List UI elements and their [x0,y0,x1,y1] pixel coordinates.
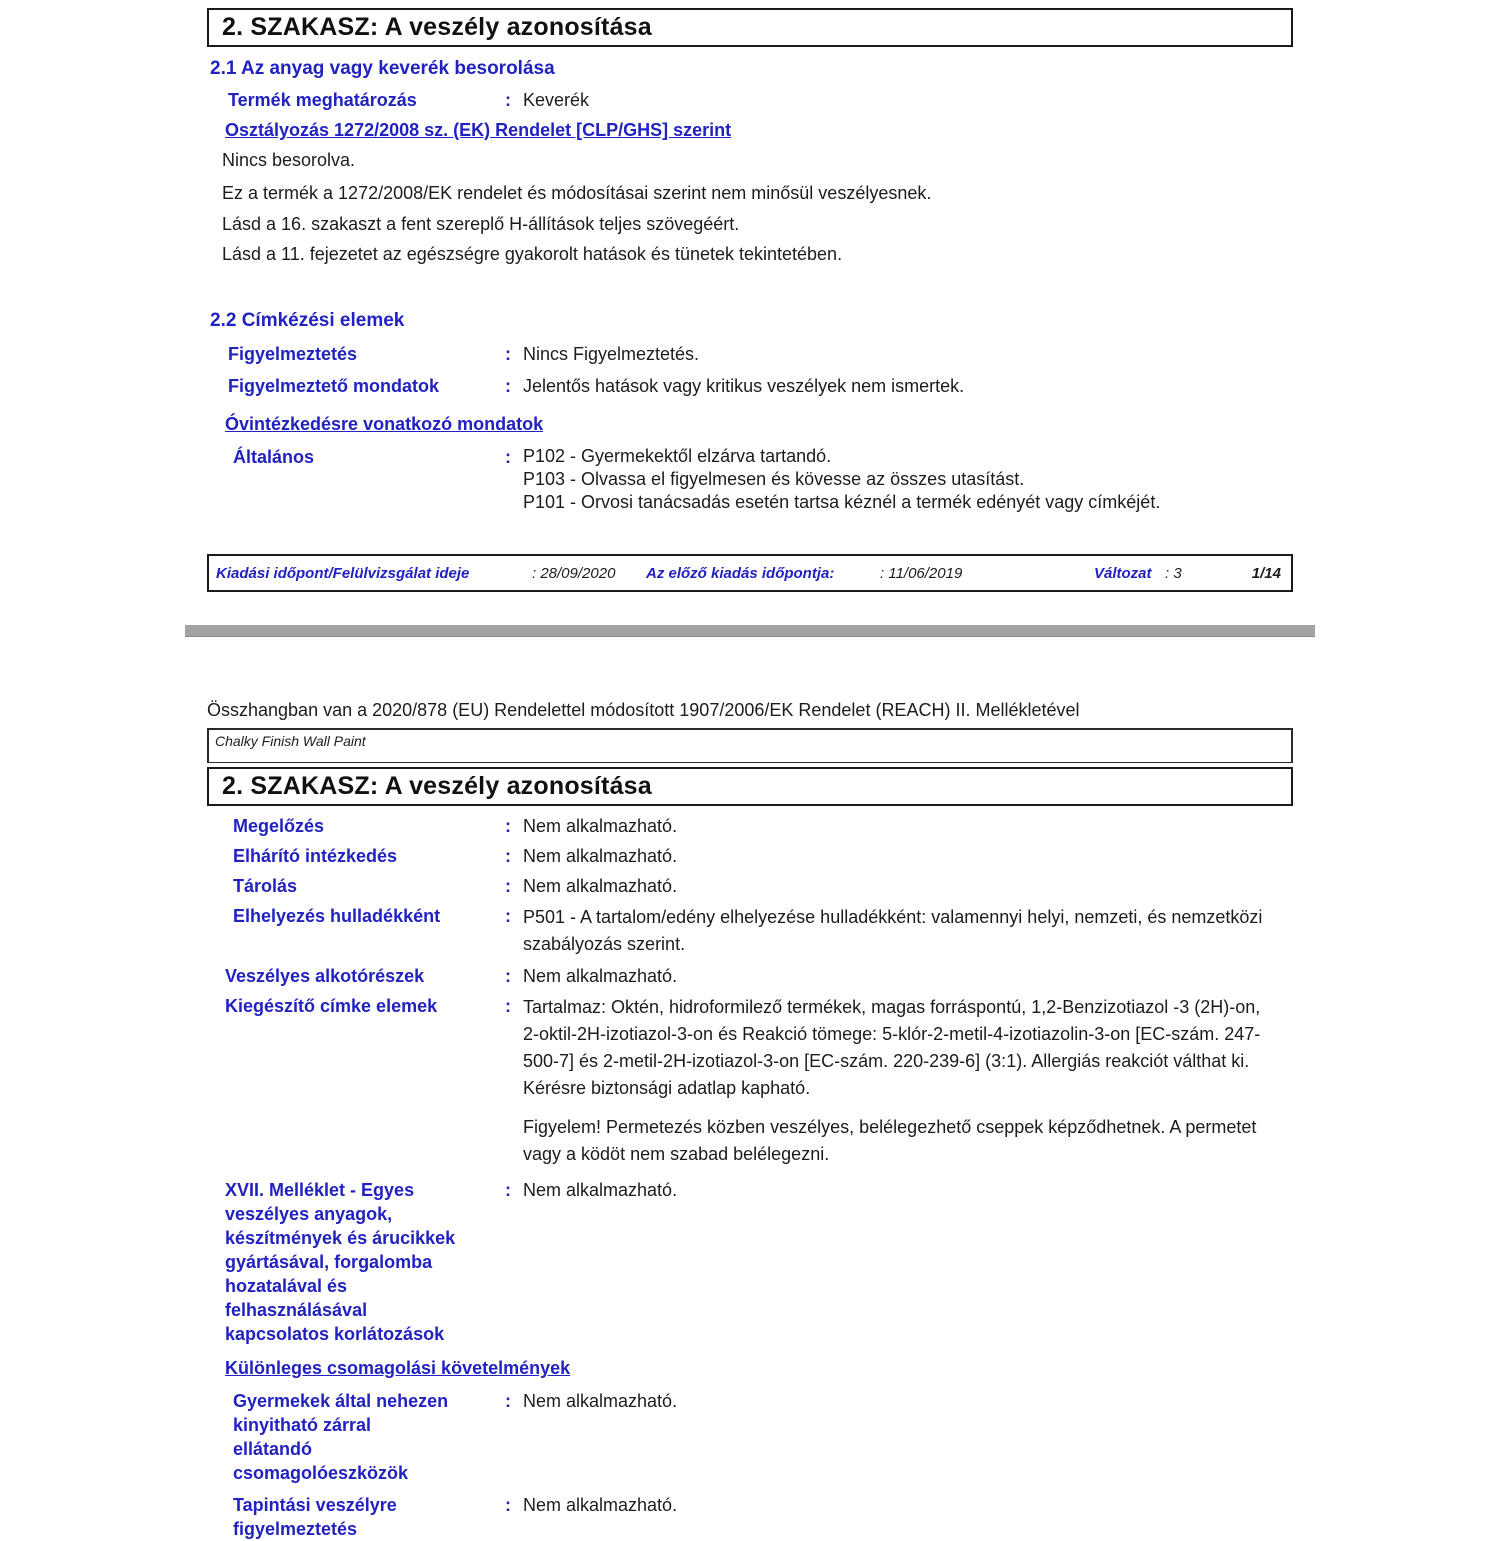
paragraph-see-section16: Lásd a 16. szakaszt a fent szereplő H-állítások teljes szövegéért. [222,214,740,234]
paragraph-not-hazardous: Ez a termék a 1272/2008/EK rendelet és módosításai szerint nem minősül veszélyesnek. [222,183,932,203]
row-label: Általános [233,447,315,467]
supplemental-label-row [207,994,1293,1168]
child-resistant-row [207,1389,1293,1485]
tactile-warning-row [207,1493,1293,1541]
previous-issue-label: Az előző kiadás időpontja: [646,565,835,582]
p-statement-p103: P103 - Olvassa el figyelmesen és kövesse az összes utasítást. [523,469,1025,489]
subsection-2-1-heading: 2.1 Az anyag vagy keverék besorolása [210,58,555,79]
section-title: 2. SZAKASZ: A veszély azonosítása [222,13,652,41]
label-line: készítmények és árucikkek [225,1228,456,1248]
issue-date-value: : 28/09/2020 [532,565,616,582]
row-value: Nem alkalmazható. [523,1495,678,1515]
label-line: XVII. Melléklet - Egyes [225,1180,415,1200]
colon-separator: : [505,906,511,926]
paragraph-not-classified: Nincs besorolva. [222,150,356,170]
storage-row [207,874,1293,898]
colon-separator: : [505,1495,511,1515]
label-line: felhasználásával [225,1300,368,1320]
row-label: Tárolás [233,876,298,896]
hazard-statements-row [207,374,1293,398]
row-label: Veszélyes alkotórészek [225,966,425,986]
label-line: Tapintási veszélyre [233,1495,397,1515]
previous-issue-value: : 11/06/2019 [880,565,963,582]
row-label [233,1389,505,1485]
row-value: Nem alkalmazható. [523,846,678,866]
label-line: csomagolóeszközök [233,1463,409,1483]
section-header-box [207,767,1293,806]
compliance-statement: Összhangban van a 2020/878 (EU) Rendelettel módosított 1907/2006/EK Rendelet (REACH) II. Mellékletével [207,700,1080,720]
label-line: Gyermekek által nehezen [233,1391,449,1411]
colon-separator: : [505,447,511,467]
p-statement-p101: P101 - Orvosi tanácsadás esetén tartsa kéznél a termék edényét vagy címkéjét. [523,492,1161,512]
colon-separator: : [505,846,511,866]
p-statement-p102: P102 - Gyermekektől elzárva tartandó. [523,446,832,466]
colon-separator: : [505,344,511,364]
prevention-row [207,814,1293,838]
row-value: Nem alkalmazható. [523,1391,678,1411]
classification-heading: Osztályozás 1272/2008 sz. (EK) Rendelet [CLP/GHS] szerint [225,120,732,140]
disposal-text: P501 - A tartalom/edény elhelyezése hulladékként: valamennyi helyi, nemzeti, és nemzetközi szabályozás szerint. [523,907,1263,954]
row-label [225,1178,505,1346]
row-value: Nem alkalmazható. [523,816,678,836]
document-content [207,8,1293,1541]
product-definition-row [207,88,1293,112]
product-name-box [207,728,1293,763]
paragraph-see-section11: Lásd a 11. fejezetet az egészségre gyakorolt hatások és tünetek tekintetében. [222,244,843,264]
hazardous-ingredients-row [207,964,1293,988]
row-label [233,1493,505,1541]
sds-document [0,8,1500,1539]
row-value: Nincs Figyelmeztetés. [523,344,700,364]
signal-word-row [207,342,1293,366]
label-line: kinyitható zárral [233,1415,372,1435]
response-row [207,844,1293,868]
row-value: Keverék [523,90,590,110]
label-line: kapcsolatos korlátozások [225,1324,445,1344]
row-value [523,904,1263,958]
row-label: Elhelyezés hulladékként [233,906,441,926]
colon-separator: : [505,996,511,1016]
row-value [523,994,1263,1168]
colon-separator: : [505,876,511,896]
product-name: Chalky Finish Wall Paint [215,733,366,749]
row-label: Figyelmeztető mondatok [228,376,440,396]
label-line: ellátandó [233,1439,313,1459]
annex-xvii-row [207,1178,1293,1346]
row-value: Nem alkalmazható. [523,876,678,896]
general-precautions-row [207,445,1293,514]
row-label: Megelőzés [233,816,325,836]
label-line: figyelmeztetés [233,1519,358,1539]
label-line: hozatalával és [225,1276,348,1296]
contains-statement: Tartalmaz: Oktén, hidroformilező termékek, magas forráspontú, 1,2-Benzizotiazol -3 (2H)-on, 2-oktil-2H-izotiazol-3-on és Reakció tömege: 5-klór-2-metil-4-izotiazolin-3-on [EC-szám. 247-500-7] és 2-metil-2H-izotiazol-3-on [EC-szám. 220-239-6] (3:1). Allergiás reakciót válthat ki. Kérésre biztonsági adatlap kapható. [523,997,1261,1098]
page-number: 1/14 [1251,565,1281,582]
page-footer-box [207,554,1293,592]
disposal-row [207,904,1293,958]
colon-separator: : [505,966,511,986]
row-label: Figyelmeztetés [228,344,358,364]
version-value: : 3 [1165,565,1182,582]
colon-separator: : [505,376,511,396]
section-title: 2. SZAKASZ: A veszély azonosítása [222,772,652,800]
row-value: Nem alkalmazható. [523,966,678,986]
row-value: Jelentős hatások vagy kritikus veszélyek nem ismertek. [523,376,965,396]
spray-warning: Figyelem! Permetezés közben veszélyes, belélegezhető cseppek képződhetnek. A permetet vagy a ködöt nem szabad belélegezni. [523,1117,1257,1164]
row-label: Termék meghatározás [228,90,417,110]
page-divider-bar [185,625,1315,637]
precaution-heading: Óvintézkedésre vonatkozó mondatok [225,414,544,434]
version-label: Változat [1094,565,1152,582]
label-line: veszélyes anyagok, [225,1204,393,1224]
colon-separator: : [505,1180,511,1200]
colon-separator: : [505,1391,511,1411]
row-value [523,445,1263,514]
colon-separator: : [505,816,511,836]
label-line: gyártásával, forgalomba [225,1252,433,1272]
subsection-2-2-heading: 2.2 Címkézési elemek [210,310,405,331]
issue-date-label: Kiadási időpont/Felülvizsgálat ideje [216,565,470,582]
packaging-requirements-heading: Különleges csomagolási követelmények [225,1358,571,1378]
row-value: Nem alkalmazható. [523,1180,678,1200]
section-header-box [207,8,1293,47]
row-label: Elhárító intézkedés [233,846,398,866]
row-label: Kiegészítő címke elemek [225,996,438,1016]
colon-separator: : [505,90,511,110]
